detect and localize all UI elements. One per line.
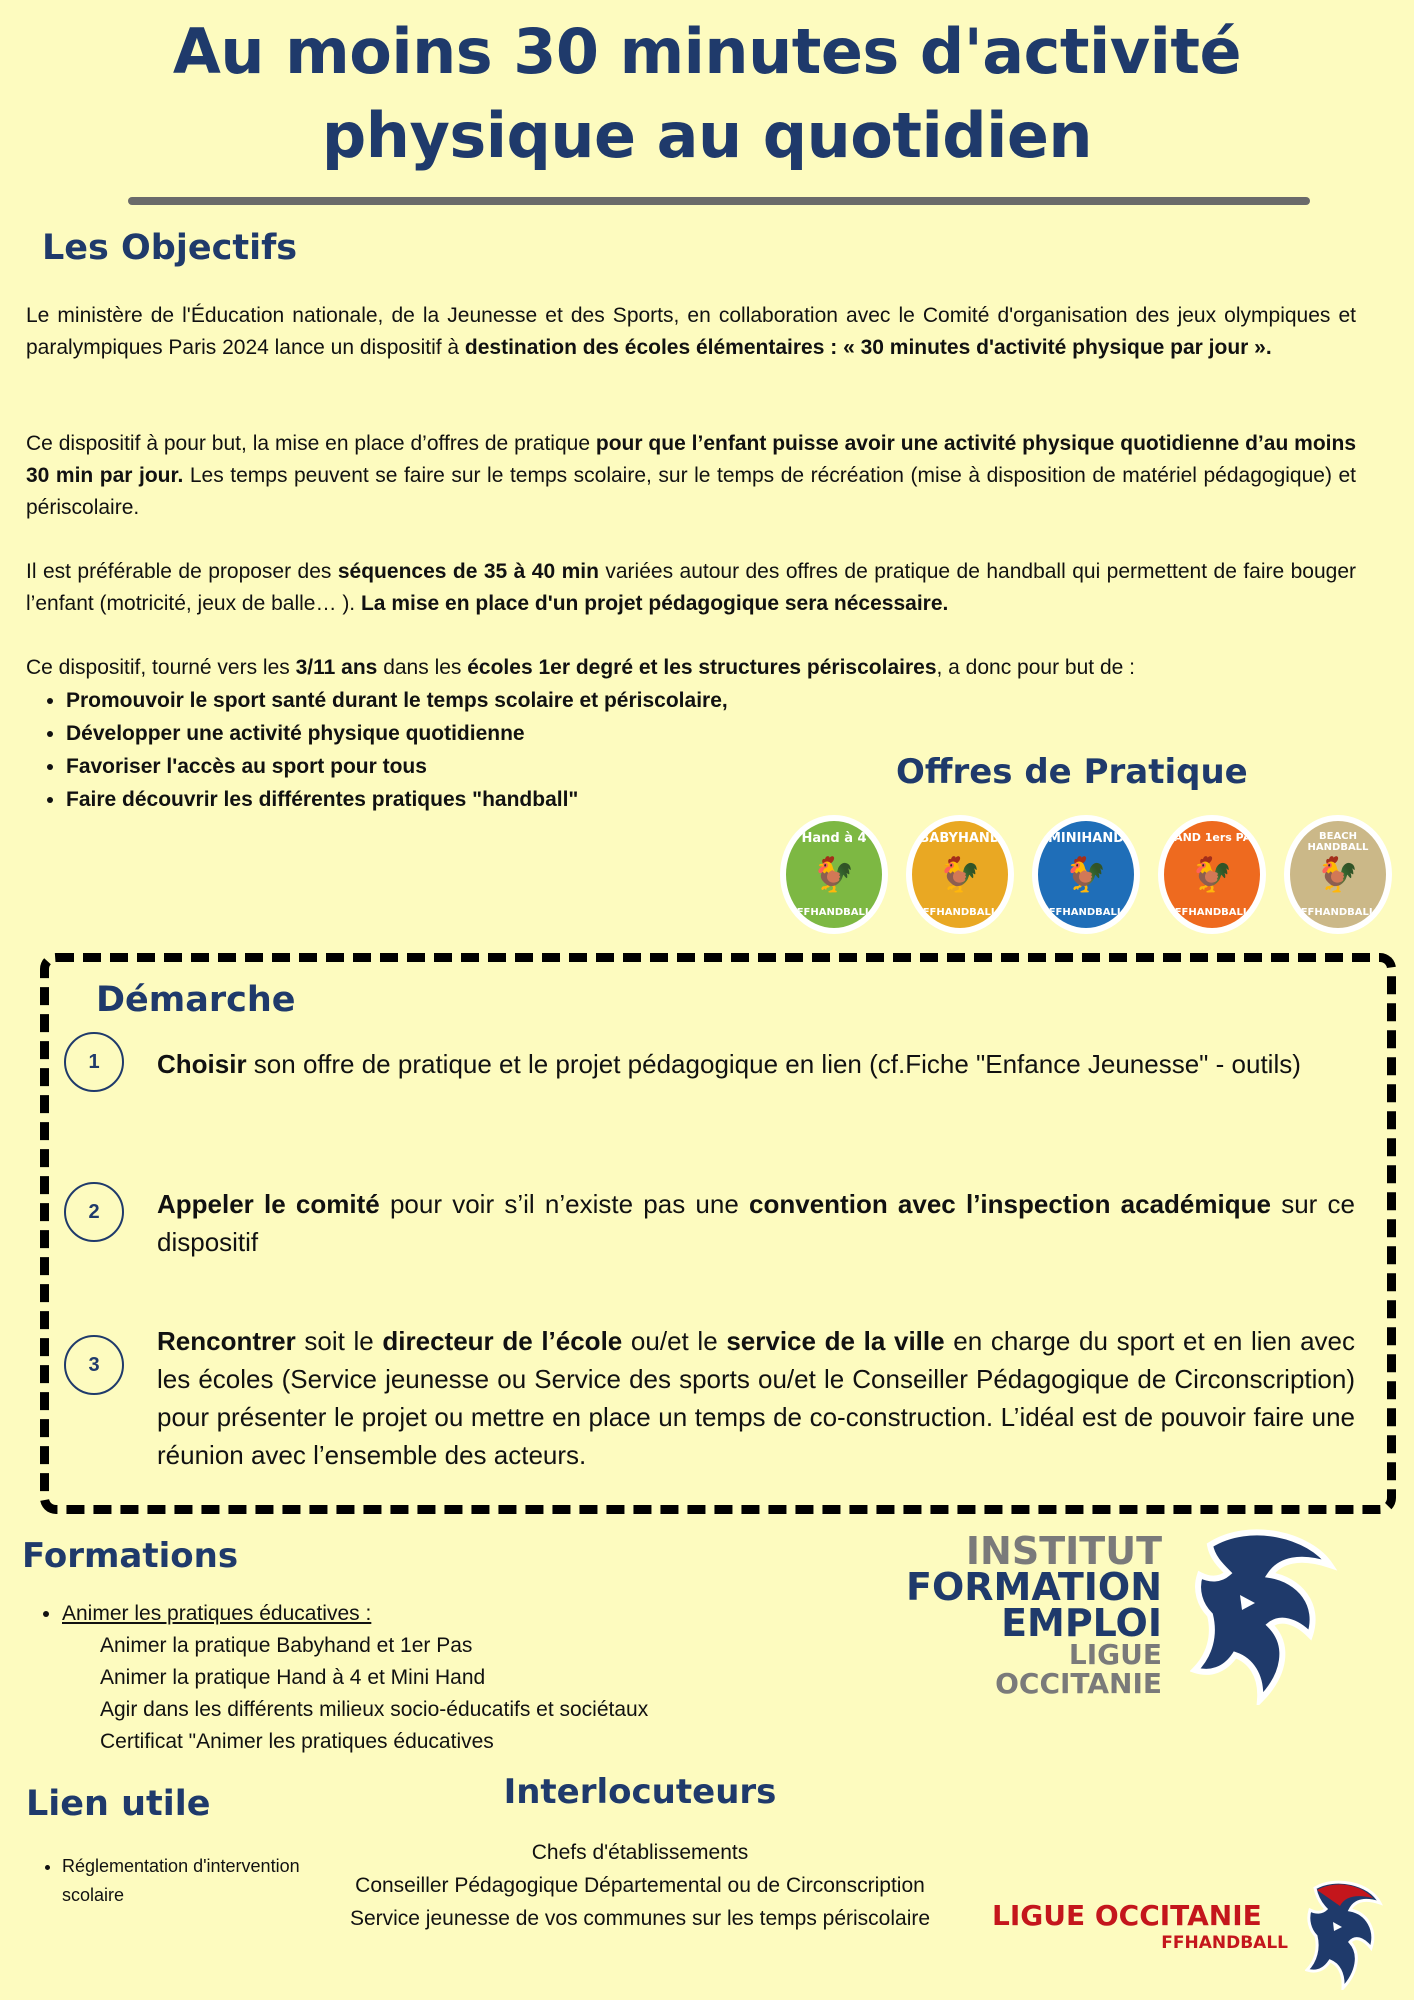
formations-heading: Formations	[22, 1536, 239, 1576]
formation-sub-item: Certificat "Animer les pratiques éducatives	[100, 1730, 494, 1753]
ligue-rooster-icon	[1305, 1878, 1385, 1990]
objectifs-bullet-list	[40, 684, 728, 816]
step-number-2: 2	[64, 1182, 124, 1242]
step-3-bold-3: service de la ville	[726, 1326, 945, 1356]
logo-line-emploi: EMPLOI	[1001, 1601, 1162, 1645]
title-line-1: Au moins 30 minutes d'activité	[172, 15, 1242, 88]
step-3-bold-2: directeur de l’école	[382, 1326, 623, 1356]
p4-text-e: , a donc pour but de :	[936, 656, 1135, 679]
logo-line-occitanie: OCCITANIE	[995, 1667, 1162, 1700]
page-title	[0, 10, 1414, 178]
objectifs-paragraph-3	[26, 556, 1356, 620]
badge-label: BEACH HANDBALL	[1307, 831, 1369, 853]
badge-footer: FFHANDBALL	[922, 907, 998, 918]
p1-text: Le ministère de l'Éducation nationale, de la Jeunesse et des Sports, en collaboration avec le Comité d'organisation des jeux olympiques et paralympiques Paris 2024 lance un dispositif à	[26, 304, 1356, 359]
logo-line-ligue: LIGUE	[1068, 1638, 1162, 1671]
badge-babyhand[interactable]	[906, 815, 1014, 934]
rooster-icon: 🐓	[812, 855, 856, 894]
badge-label: HAND 1ers PAS	[1164, 831, 1260, 844]
step-3-text	[157, 1322, 1355, 1474]
badge-label: MINIHAND	[1047, 831, 1125, 846]
formation-sub-item: Animer la pratique Babyhand et 1er Pas	[100, 1634, 473, 1657]
interlocuteur-line: Conseiller Pédagogique Départemental ou de Circonscription	[355, 1874, 925, 1897]
rooster-icon: 🐓	[1190, 855, 1234, 894]
formation-sub-item: Agir dans les différents milieux socio-éducatifs et sociétaux	[100, 1698, 649, 1721]
p3-bold-d: La mise en place d'un projet pédagogique sera nécessaire.	[360, 592, 949, 615]
badge-beach-handball[interactable]	[1284, 815, 1392, 934]
step-1-rest: son offre de pratique et le projet pédagogique en lien (cf.Fiche "Enfance Jeunesse" - outils)	[246, 1049, 1301, 1079]
step-2-bold-2: convention avec l’inspection académique	[749, 1189, 1271, 1219]
p3-bold-b: séquences de 35 à 40 min	[337, 560, 599, 583]
badge-hand-a-4[interactable]	[780, 815, 888, 934]
interlocuteur-line: Chefs d'établissements	[531, 1841, 749, 1864]
p4-text-a: Ce dispositif, tourné vers les	[26, 656, 296, 679]
rooster-logo-icon	[1190, 1525, 1340, 1705]
title-line-2: physique au quotidien	[321, 99, 1093, 172]
p4-bold-b: 3/11 ans	[295, 656, 378, 679]
step-2-text-2: sur ce dispositif	[157, 1189, 1355, 1257]
lien-item-link[interactable]: • Réglementation d'intervention scolaire	[62, 1852, 312, 1910]
ligue-name: LIGUE OCCITANIE	[992, 1899, 1262, 1932]
step-3-text-2: ou/et le	[622, 1326, 727, 1356]
demarche-heading: Démarche	[96, 980, 296, 1020]
list-item: • Développer une activité physique quotidienne	[66, 717, 728, 750]
p2-bold: pour que l’enfant puisse avoir une activité physique quotidienne d’au moins 30 min par jour.	[26, 432, 1357, 487]
formation-sub-item: Animer la pratique Hand à 4 et Mini Hand	[100, 1666, 486, 1689]
step-3-text-3: en charge du sport et en lien avec les écoles (Service jeunesse ou Service des sports ou/et le Conseiller Pédagogique de Circonscription) pour présenter le projet ou mettre en place un temps de co-construction. L’idéal est de pouvoir faire une réunion avec l’ensemble des acteurs.	[157, 1326, 1356, 1470]
objectifs-heading: Les Objectifs	[42, 228, 298, 268]
list-item: • Faire découvrir les différentes pratiques "handball"	[66, 783, 728, 816]
p2-text-a: Ce dispositif à pour but, la mise en place d’offres de pratique	[26, 432, 596, 455]
p3-text-c: variées autour des offres de pratique de handball qui permettent de faire bouger l’enfant (motricité, jeux de balle… ).	[26, 560, 1357, 615]
rooster-icon: 🐓	[1064, 855, 1108, 894]
p2-text-c: Les temps peuvent se faire sur le temps scolaire, sur le temps de récréation (mise à disposition de matériel pédagogique) et périscolaire.	[26, 464, 1356, 519]
badge-hand-1ers-pas[interactable]	[1158, 815, 1266, 934]
rooster-icon: 🐓	[938, 855, 982, 894]
ligue-sub: FFHANDBALL	[1161, 1933, 1288, 1953]
interlocuteurs-heading: Interlocuteurs	[503, 1772, 777, 1812]
interlocuteur-line: Service jeunesse de vos communes sur les temps périscolaire	[349, 1907, 931, 1930]
step-2-text	[157, 1185, 1355, 1261]
p4-text-c: dans les	[377, 656, 468, 679]
p4-bold-d: écoles 1er degré et les structures périscolaires	[467, 656, 937, 679]
offres-badges	[780, 815, 1392, 940]
formations-item-link[interactable]: • Animer les pratiques éducatives :	[62, 1598, 371, 1630]
lien-heading: Lien utile	[26, 1784, 211, 1824]
step-3-bold-1: Rencontrer	[157, 1326, 296, 1356]
offres-heading: Offres de Pratique	[896, 752, 1248, 792]
badge-footer: FFHANDBALL	[796, 907, 872, 918]
list-item: • Promouvoir le sport santé durant le temps scolaire et périscolaire,	[66, 684, 728, 717]
step-number-1: 1	[64, 1032, 124, 1092]
p3-text-a: Il est préférable de proposer des	[26, 560, 338, 583]
institut-formation-emploi-logo	[870, 1529, 1162, 1700]
logo-line-formation: FORMATION	[906, 1565, 1162, 1609]
rooster-icon: 🐓	[1316, 855, 1360, 894]
badge-footer: FFHANDBALL	[1300, 907, 1376, 918]
step-2-text-1: pour voir s’il n’existe pas une	[379, 1189, 750, 1219]
step-1-text	[157, 1045, 1355, 1083]
objectifs-paragraph-2	[26, 428, 1356, 524]
step-1-bold: Choisir	[157, 1049, 247, 1079]
step-number-3: 3	[64, 1335, 124, 1395]
formations-list	[36, 1598, 371, 1630]
objectifs-paragraph-4	[26, 652, 1356, 684]
lien-list	[36, 1852, 312, 1910]
p1-bold: destination des écoles élémentaires : « 30 minutes d'activité physique par jour ».	[464, 336, 1272, 359]
badge-footer: FFHANDBALL	[1174, 907, 1250, 918]
badge-footer: FFHANDBALL	[1048, 907, 1124, 918]
title-underline	[128, 197, 1310, 205]
list-item: • Favoriser l'accès au sport pour tous	[66, 750, 728, 783]
ligue-occitanie-logo	[992, 1900, 1292, 1954]
objectifs-paragraph-1	[26, 300, 1356, 364]
step-3-text-1: soit le	[295, 1326, 383, 1356]
logo-line-institut: INSTITUT	[965, 1529, 1162, 1573]
badge-label: BABYHAND	[919, 831, 1001, 846]
badge-label: Hand à 4	[801, 831, 867, 846]
step-2-bold-1: Appeler le comité	[157, 1189, 380, 1219]
badge-minihand[interactable]	[1032, 815, 1140, 934]
